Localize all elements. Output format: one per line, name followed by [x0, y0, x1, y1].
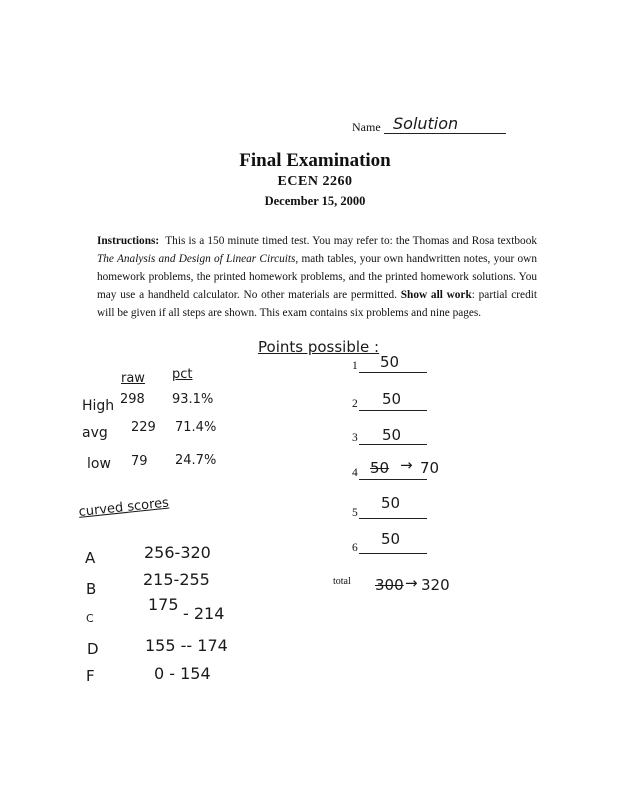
problem-1-line: [359, 372, 427, 373]
grade-d-range: 155 -- 174: [145, 636, 228, 655]
problem-5-points: 50: [381, 494, 401, 512]
problem-4-line: [359, 479, 427, 480]
name-label: Name: [352, 120, 381, 134]
problem-4-number: 4: [352, 467, 358, 479]
total-old-points: 300: [375, 576, 404, 594]
instructions-text-1: This is a 150 minute timed test. You may refer to: the Thomas and Rosa textbook: [165, 235, 537, 247]
problem-1-points: 50: [380, 353, 400, 371]
arrow-icon: →: [400, 456, 413, 474]
problem-4-old-points: 50: [370, 459, 390, 477]
problem-3-points: 50: [382, 426, 402, 444]
problem-2-line: [359, 410, 427, 411]
stats-row-label-high: High: [82, 398, 115, 414]
total-points: 320: [421, 576, 450, 594]
problem-6-line: [359, 553, 427, 554]
stats-raw-avg: 229: [131, 420, 156, 435]
instructions-text-3: : partial credit will be given if all steps are shown. This exam contains six problems and nine pages.: [97, 289, 537, 319]
name-value: Solution: [393, 114, 459, 133]
stats-row-label-avg: avg: [82, 425, 108, 441]
instructions-text-2: , math tables, your own handwritten notes, your own homework problems, the printed homework problems, and the printed homework solutions. You may use a handheld calculator. No other materials are permitted.: [97, 253, 537, 301]
instructions-lead: Instructions:: [97, 235, 160, 247]
stats-pct-low: 24.7%: [175, 453, 217, 468]
problem-5-line: [359, 518, 427, 519]
grade-a-label: A: [85, 549, 96, 567]
problem-5-number: 5: [352, 507, 358, 519]
instructions-block: [97, 232, 537, 322]
stats-pct-high: 93.1%: [172, 392, 214, 407]
problem-2-points: 50: [382, 390, 402, 408]
total-label: total: [333, 576, 351, 587]
grade-f-label: F: [86, 667, 95, 685]
show-all-work: Show all work: [400, 289, 472, 301]
pct-column-header: pct: [172, 367, 193, 382]
stats-pct-avg: 71.4%: [175, 420, 217, 435]
grade-c-label: C: [86, 612, 94, 625]
curved-scores-heading: curved scores: [78, 495, 170, 520]
textbook-title: The Analysis and Design of Linear Circuits: [97, 253, 296, 265]
problem-1-number: 1: [352, 360, 358, 372]
problem-4-points: 70: [420, 459, 440, 477]
grade-c-range-bottom: - 214: [183, 604, 225, 623]
problem-6-points: 50: [381, 530, 401, 548]
course-code: ECEN 2260: [277, 174, 353, 189]
grade-c-range-top: 175: [148, 595, 179, 614]
problem-3-number: 3: [352, 432, 358, 444]
grade-f-range: 0 - 154: [154, 664, 211, 683]
grade-d-label: D: [87, 640, 99, 658]
problem-3-line: [359, 444, 427, 445]
stats-raw-low: 79: [131, 454, 148, 469]
name-line: [384, 133, 506, 134]
page-title: Final Examination: [239, 150, 391, 171]
grade-b-range: 215-255: [143, 570, 210, 589]
stats-raw-high: 298: [120, 392, 145, 407]
grade-a-range: 256-320: [144, 543, 211, 562]
problem-6-number: 6: [352, 542, 358, 554]
points-possible-heading: Points possible :: [258, 338, 380, 356]
exam-date: December 15, 2000: [264, 194, 366, 208]
problem-2-number: 2: [352, 398, 358, 410]
raw-column-header: raw: [121, 371, 145, 386]
arrow-icon: →: [405, 574, 418, 592]
grade-b-label: B: [86, 580, 97, 598]
stats-row-label-low: low: [87, 456, 111, 472]
